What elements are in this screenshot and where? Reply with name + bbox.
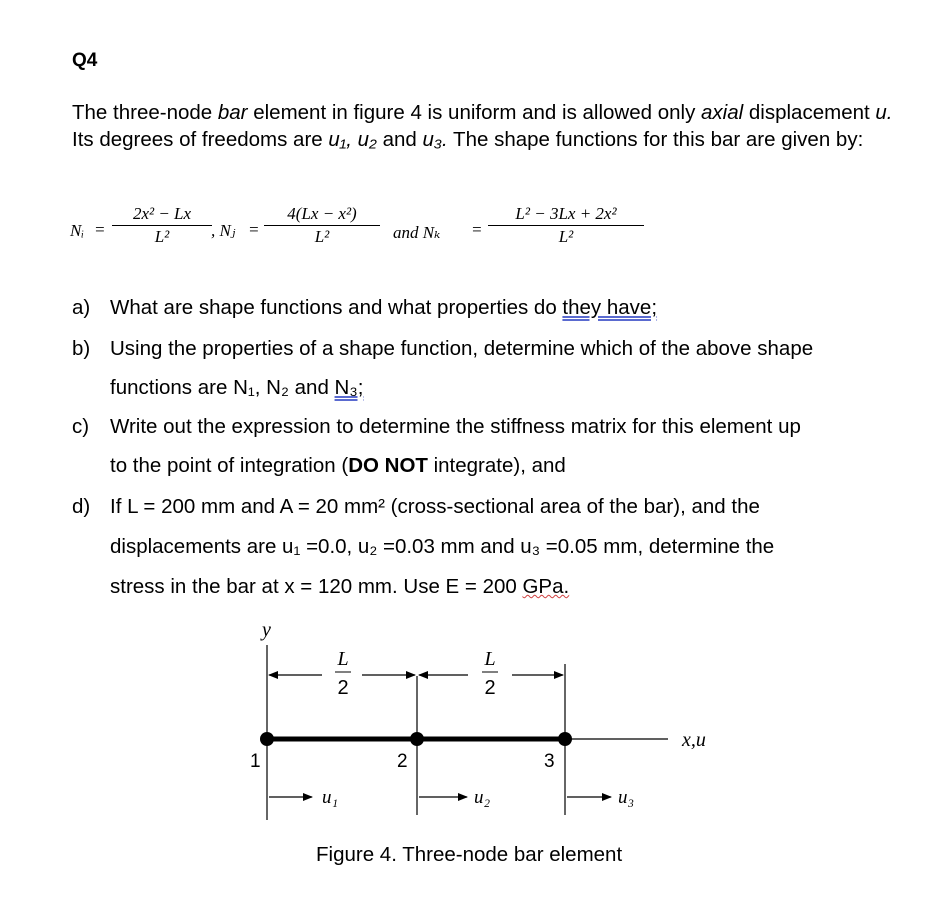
- eq-sign-2: =: [248, 220, 260, 239]
- node-2: [410, 732, 424, 746]
- nj-numerator: 4(Lx − x²): [264, 204, 380, 226]
- dim-label-2-den: 2: [484, 677, 496, 699]
- question-b-text: functions are N₁, N₂ and: [110, 376, 335, 399]
- ni-denominator: L²: [154, 227, 170, 246]
- eq-sign-1: =: [94, 220, 106, 239]
- eq-sign-3: =: [471, 220, 483, 239]
- node-1: [260, 732, 274, 746]
- question-b-end: N₃;: [334, 376, 364, 399]
- intro-text-2: element in figure 4 is uniform and is allowed only: [247, 101, 702, 124]
- question-c-letter: c): [72, 415, 90, 438]
- intro-dofs: u₁, u₂: [328, 128, 377, 151]
- question-d-line-1: If L = 200 mm and A = 20 mm² (cross-sectional area of the bar), and the: [110, 495, 760, 518]
- question-d-text: stress in the bar at x = 120 mm. Use E = 200: [110, 575, 523, 598]
- dim-label-1-den: 2: [337, 677, 349, 699]
- intro-text-5: and: [376, 128, 423, 151]
- ni-label: Nᵢ: [70, 221, 85, 240]
- question-label: Q4: [72, 50, 98, 71]
- question-c-post: integrate), and: [427, 454, 566, 477]
- intro-u-word: u.: [875, 101, 893, 124]
- question-a-end: they have;: [562, 296, 658, 319]
- displacement-label-2: u₂: [474, 787, 491, 808]
- node-3: [558, 732, 572, 746]
- question-c-bold: DO NOT: [348, 454, 428, 477]
- nk-numerator: L² − 3Lx + 2x²: [488, 204, 644, 226]
- y-axis-label: y: [262, 619, 271, 641]
- question-c-line-1: Write out the expression to determine the stiffness matrix for this element up: [110, 415, 801, 438]
- question-d-line-2: displacements are u₁ =0.0, u₂ =0.03 mm and u₃ =0.05 mm, determine the: [110, 535, 775, 558]
- figure-caption: Figure 4. Three-node bar element: [316, 843, 623, 866]
- question-b-letter: b): [72, 337, 91, 360]
- displacement-label-3: u₃: [618, 787, 635, 808]
- nk-label: and Nₖ: [393, 223, 441, 242]
- question-b-line-1: Using the properties of a shape function, determine which of the above shape: [110, 337, 814, 360]
- question-c-pre: to the point of integration (: [110, 454, 349, 477]
- node-3-label: 3: [544, 751, 555, 772]
- question-a-text: What are shape functions and what properties do: [110, 296, 563, 319]
- x-axis-label: x,u: [682, 729, 706, 751]
- nk-denominator: L²: [558, 227, 574, 246]
- question-d-letter: d): [72, 495, 91, 518]
- question-a-letter: a): [72, 296, 91, 319]
- dim-label-2-num: L: [484, 648, 496, 670]
- intro-text-4: Its degrees of freedoms are: [72, 128, 329, 151]
- ni-numerator: 2x² − Lx: [112, 204, 212, 226]
- intro-text-6: The shape functions for this bar are given by:: [447, 128, 864, 151]
- intro-bar-word: bar: [217, 101, 248, 124]
- nj-denominator: L²: [314, 227, 330, 246]
- intro-text-1: The three-node: [72, 101, 218, 124]
- displacement-label-1: u₁: [322, 787, 339, 808]
- intro-dof3: u₃.: [422, 128, 448, 151]
- node-1-label: 1: [250, 751, 261, 772]
- intro-text-3: displacement: [743, 101, 876, 124]
- node-2-label: 2: [397, 751, 408, 772]
- nj-label: , Nⱼ: [211, 221, 236, 240]
- question-d-end: GPa.: [522, 575, 570, 598]
- dim-label-1-num: L: [337, 648, 349, 670]
- intro-axial-word: axial: [701, 101, 744, 124]
